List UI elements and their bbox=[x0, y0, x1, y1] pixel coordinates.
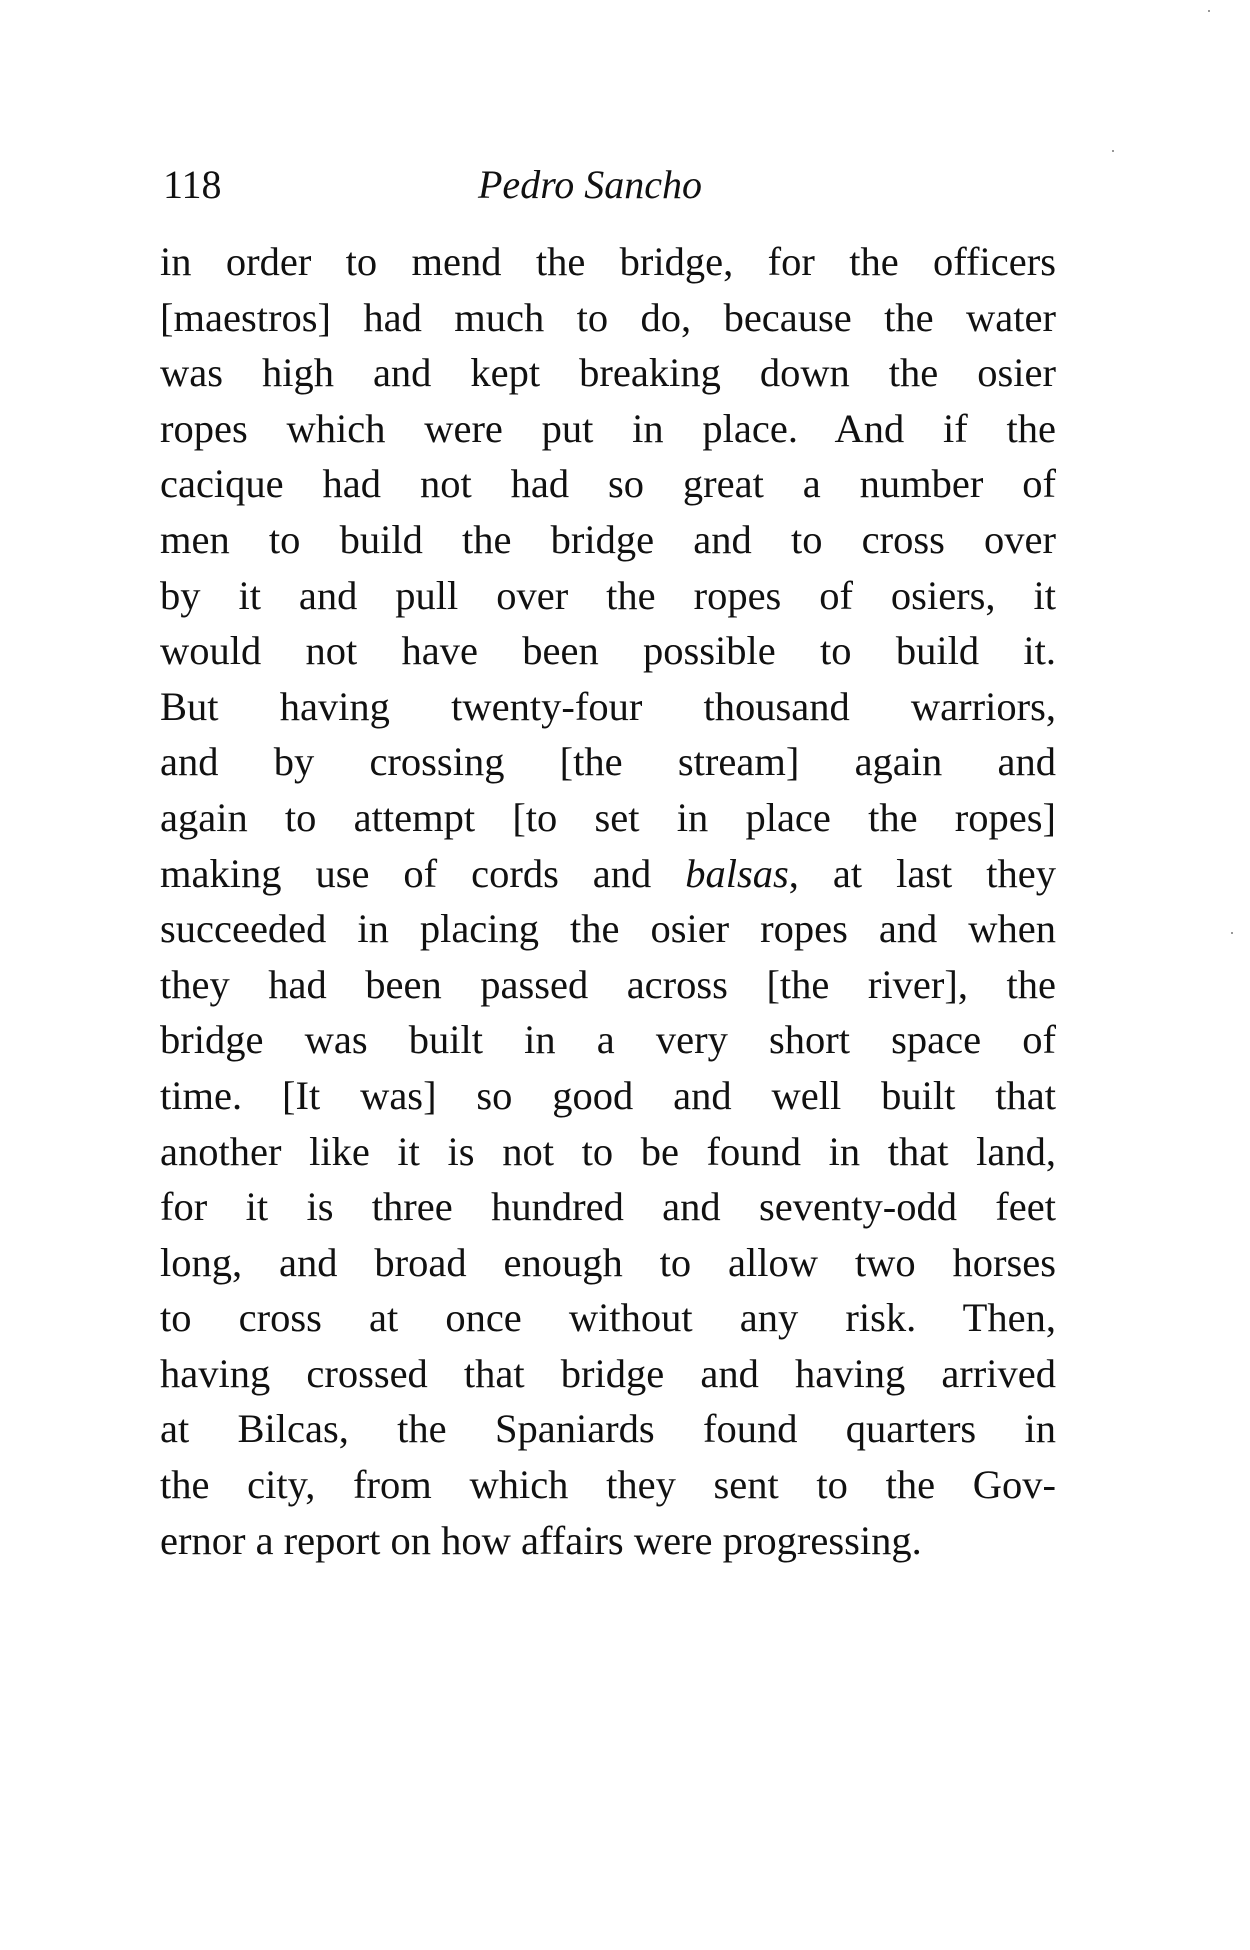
text-line: succeeded in placing the osier ropes and when bbox=[160, 906, 1056, 952]
text-line: bridge was built in a very short space of bbox=[160, 1017, 1056, 1063]
italic-term-balsas: balsas bbox=[685, 850, 789, 896]
text-line: for it is three hundred and seventy-odd feet bbox=[160, 1184, 1056, 1230]
text-line: another like it is not to be found in that land, bbox=[160, 1128, 1056, 1174]
text-line: long, and broad enough to allow two horses bbox=[160, 1239, 1056, 1285]
text-line: by it and pull over the ropes of osiers, it bbox=[160, 572, 1056, 618]
text-line: But having twenty-four thousand warriors, bbox=[160, 683, 1056, 729]
text-line bbox=[160, 846, 1056, 902]
scan-speck bbox=[1231, 932, 1233, 934]
line-text-after: , at last they bbox=[788, 850, 1057, 896]
text-line: ernor a report on how affairs were progressing. bbox=[160, 1517, 922, 1563]
text-line: at Bilcas, the Spaniards found quarters in bbox=[160, 1406, 1056, 1452]
text-line: they had been passed across [the river], the bbox=[160, 961, 1056, 1007]
text-line: cacique had not had so great a number of bbox=[160, 461, 1056, 507]
running-head bbox=[163, 160, 1053, 210]
text-line: in order to mend the bridge, for the officers bbox=[160, 239, 1056, 284]
text-line: and by crossing [the stream] again and bbox=[160, 739, 1056, 785]
running-title: Pedro Sancho bbox=[478, 162, 703, 207]
text-line: having crossed that bridge and having arrived bbox=[160, 1350, 1056, 1396]
text-line: time. [It was] so good and well built that bbox=[160, 1072, 1056, 1118]
page-number: 118 bbox=[163, 162, 222, 207]
text-line: men to build the bridge and to cross over bbox=[160, 516, 1056, 562]
line-text-before: making use of cords and bbox=[160, 850, 686, 896]
text-line: to cross at once without any risk. Then, bbox=[160, 1295, 1056, 1341]
scan-speck bbox=[1112, 150, 1114, 152]
text-line: ropes which were put in place. And if the bbox=[160, 405, 1056, 451]
body-paragraph bbox=[160, 234, 1056, 1568]
text-line: the city, from which they sent to the Gov- bbox=[160, 1462, 1056, 1508]
scan-speck bbox=[1208, 10, 1210, 12]
text-line: [maestros] had much to do, because the water bbox=[160, 294, 1056, 340]
text-line: again to attempt [to set in place the ropes] bbox=[160, 794, 1056, 840]
text-line: was high and kept breaking down the osier bbox=[160, 350, 1056, 396]
text-line: would not have been possible to build it. bbox=[160, 628, 1056, 674]
